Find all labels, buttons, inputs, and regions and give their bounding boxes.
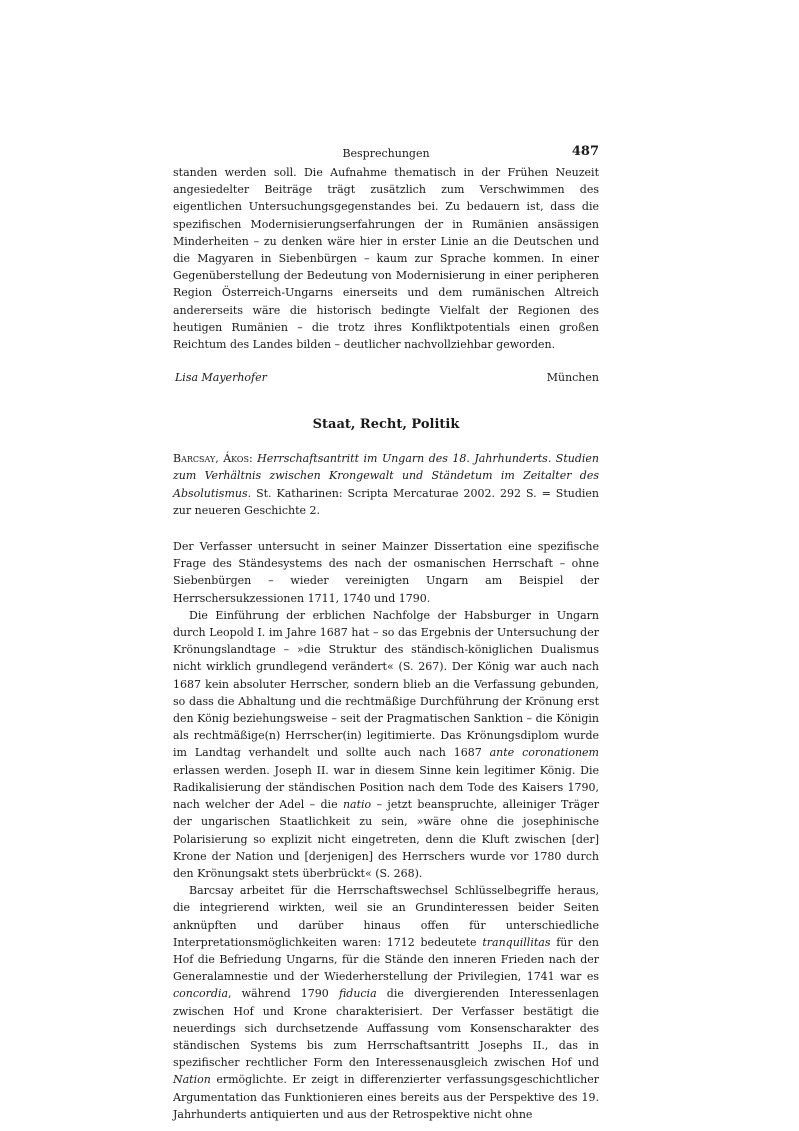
bibliographic-entry xyxy=(173,450,599,519)
latin-term: ante coronationem xyxy=(489,746,599,760)
page xyxy=(173,144,599,1123)
latin-term: concordia xyxy=(173,987,229,1001)
text-run: , während 1790 xyxy=(228,987,329,1001)
text-run: Die Einführung der erblichen Nachfolge der Habsburger in Ungarn durch Leopold I. im Jahre 1687 hat – so das Ergebnis der Untersuchung der Krönungslandtage – »die Struktur des ständisch-königlichen Dualismus nicht wirklich grundlegend verändert« (S. 267). Der König war auch nach 1687 kein absoluter Herrscher, sondern blieb an die Verfassung gebunden, so dass die Abhaltung und die rechtmäßige Durchführung der Krönung erst den König beziehungsweise – seit der Pragmatischen Sanktion – die Königin als rechtmäßige(n) Herrscher(in) legitimierte. Das Krönungsdiplom wurde im Landtag verhandelt und sollte auch nach 1687 xyxy=(173,608,599,760)
page-number: 487 xyxy=(571,144,599,159)
text-run: Barcsay arbeitet für die Herrschaftswechsel Schlüsselbegriffe heraus, die integrierend wirkten, weil sie an Grundinteressen beider Seiten anknüpften und darüber hinaus offen für unterschiedliche Interpretationsmöglichkeiten waren: 1712 bedeutete xyxy=(173,884,599,949)
review-signature xyxy=(173,369,599,386)
latin-term: fiducia xyxy=(338,987,377,1001)
review-paragraph-1: Der Verfasser untersucht in seiner Mainzer Dissertation eine spezifische Frage des Ständesystems des nach der osmanischen Herrschaft – ohne Siebenbürgen – wieder vereinigten Ungarn am Beispiel der Herrschersukzessionen 1711, 1740 und 1790. xyxy=(173,540,599,605)
review-paragraph-2 xyxy=(173,607,599,882)
text-run: die divergierenden Interessenlagen zwischen Hof und Krone charakterisiert. Der Verfasser bestätigt die neuerdings sich durchsetzende Auffassung vom Konsenscharakter des ständischen Systems bis zum Herrschaftsantritt Josephs II., das in spezifischer rechtlicher Form den Interessenausgleich zwischen Hof und xyxy=(173,987,599,1070)
biblio-title: Herrschaftsantritt im Ungarn des 18. Jahrhunderts. Studien zum Verhältnis zwischen Krongewalt und Ständetum im Zeitalter des Absolutismus. xyxy=(173,452,599,500)
biblio-author: Barcsay, Ákos: xyxy=(173,452,253,466)
latin-term: Nation xyxy=(173,1073,211,1087)
reviewer-name: Lisa Mayerhofer xyxy=(175,371,267,385)
review-paragraph-3 xyxy=(173,882,599,1123)
review-paragraph: standen werden soll. Die Aufnahme thematisch in der Frühen Neuzeit angesiedelter Beiträge trägt zusätzlich zum Verschwimmen des eigentlichen Untersuchungsgegenstandes bei. Zu bedauern ist, dass die spezifischen Modernisierungserfahrungen der in Rumänien ansässigen Minderheiten – zu denken wäre hier in erster Linie an die Deutschen und die Magyaren in Siebenbürgen – kaum zur Sprache kommen. In einer Gegenüberstellung der Bedeutung von Modernisierung in einer peripheren Region Österreich-Ungarns einerseits und dem rumänischen Altreich andererseits wäre die historisch bedingte Vielfalt der Regionen des heutigen Rumänien – die trotz ihres Konfliktpotentials einen großen Reichtum des Landes bilden – deutlicher nachvollziehbar geworden. xyxy=(173,166,599,352)
biblio-details: St. Katharinen: Scripta Mercaturae 2002. 292 S. = Studien zur neueren Geschichte 2. xyxy=(173,486,599,517)
latin-term: natio xyxy=(342,798,372,812)
latin-term: tranquillitas xyxy=(482,935,551,949)
text-run: ermöglichte. Er zeigt in differenzierter verfassungsgeschichtlicher Argumentation das Funktionieren eines bereits aus der Perspektive des 19. Jahrhunderts antiquierten und aus der Retrospektive nicht ohne xyxy=(173,1073,599,1121)
text-run: für den Hof die Befriedung Ungarns, für die Stände den inneren Frieden nach der Generalamnestie und der Wiederherstellung der Privilegien, 1741 war es xyxy=(173,935,600,984)
text-run: – jetzt beanspruchte, alleiniger Träger der ungarischen Staatlichkeit zu sein, »wäre ohne die josephinische Polarisierung so explizit nicht eingetreten, denn die Kluft zwischen [der] Krone der Nation und [derjenigen] des Herrschers wurde vor 1780 durch den Krönungsakt stets überbrückt« (S. 268). xyxy=(173,798,599,880)
running-title: Besprechungen xyxy=(342,147,430,160)
running-header xyxy=(173,144,599,164)
reviewer-place: München xyxy=(546,371,599,385)
text-run: erlassen werden. Joseph II. war in diesem Sinne kein legitimer König. Die Radikalisierung der ständischen Position nach dem Tode des Kaisers 1790, nach welcher der Adel – die xyxy=(173,763,599,812)
section-heading: Staat, Recht, Politik xyxy=(312,417,460,433)
